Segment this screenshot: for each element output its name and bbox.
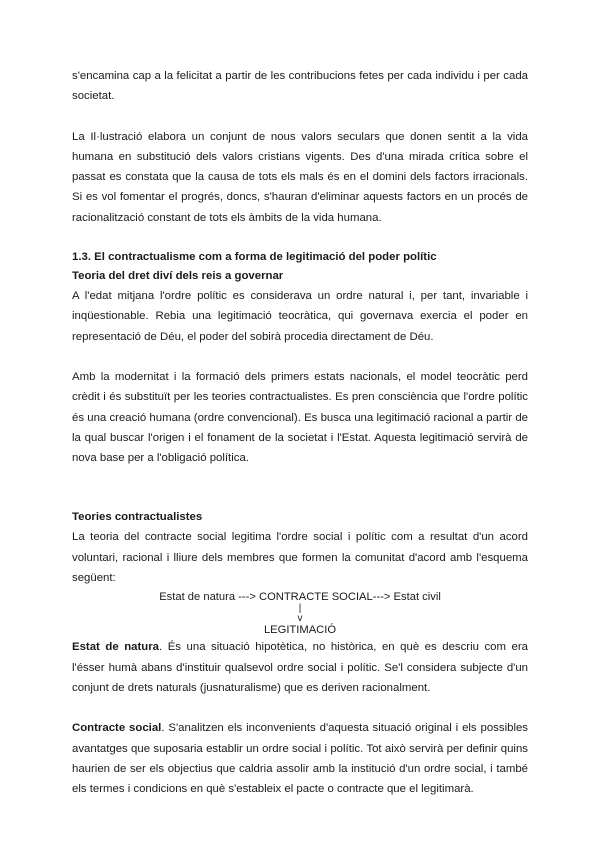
term-contracte-social: Contracte social [72,722,162,735]
paragraph-continuation: s'encamina cap a la felicitat a partir de les contribucions fetes per cada individu i per cada societat. [72,70,528,103]
schema-line: Estat de natura ---> CONTRACTE SOCIAL---> Estat civil [159,591,441,604]
subheading-teories: Teories contractualistes [72,511,203,524]
paragraph-illustracio: La Il·lustració elabora un conjunt de nous valors seculars que donen sentit a la vida humana en substitució dels valors cristians vigents. Des d'una mirada crítica sobre el passat es constata que la causa de tots els mals és en el domini dels factors irracionals. Si es vol fomentar el progrés, doncs, s'hauran d'eliminar aquests factors en un procés de racionalització constant de tots els àmbits de la vida humana. [72,130,528,224]
paragraph-estat-natura [72,637,528,698]
subheading-dret-divi: Teoria del dret diví dels reis a governar [72,270,284,283]
paragraph-edat-mitjana: A l'edat mitjana l'ordre polític es considerava un ordre natural i, per tant, invariable i inqüestionable. Rebia una legitimació teocràtica, qui governava exercia el poder en representació de Déu, el poder del sobirà procedia directament de Déu. [72,290,528,343]
contract-schema [72,591,528,637]
estat-natura-text: . És una situació hipotètica, no històrica, en què es descriu com era l'ésser humà abans d'instituir qualsevol ordre social i polític. Se'l considera subjecte d'un conjunt de drets naturals (jusnaturalisme) que es deriven racionalment. [72,641,528,694]
schema-bar: | [298,603,302,615]
term-estat-natura: Estat de natura [72,641,160,654]
document-page [72,66,528,799]
contracte-social-text: . S'analitzen els inconvenients d'aquesta situació original i els possibles avantatges que suposaria establir un ordre social i polític. Tot això servirà per definir quins haurien de ser els objectius que caldria assolir amb la institució d'un ordre social, i també els termes i condicions en què s'estableix el pacte o contracte que el legitimarà. [72,722,528,796]
schema-arrow: v [297,613,303,625]
schema-result: LEGITIMACIÓ [263,624,337,637]
paragraph-teoria-contracte: La teoria del contracte social legitima l'ordre social i polític com a resultat d'un acord voluntari, racional i lliure dels membres que formen la comunitat d'acord amb l'esquema següent: [72,531,528,585]
section-heading: 1.3. El contractualisme com a forma de legitimació del poder polític [72,251,437,264]
paragraph-contracte-social [72,718,528,799]
paragraph-modernitat: Amb la modernitat i la formació dels primers estats nacionals, el model teocràtic perd crèdit i és substituït per les teories contractualistes. Es pren consciència que l'ordre polític és una creació humana (ordre convencional). Es busca una legitimació racional a partir de la qual buscar l'origen i el fonament de la societat i l'Estat. Aquesta legitimació servirà de nova base per a l'obligació política. [72,370,528,465]
